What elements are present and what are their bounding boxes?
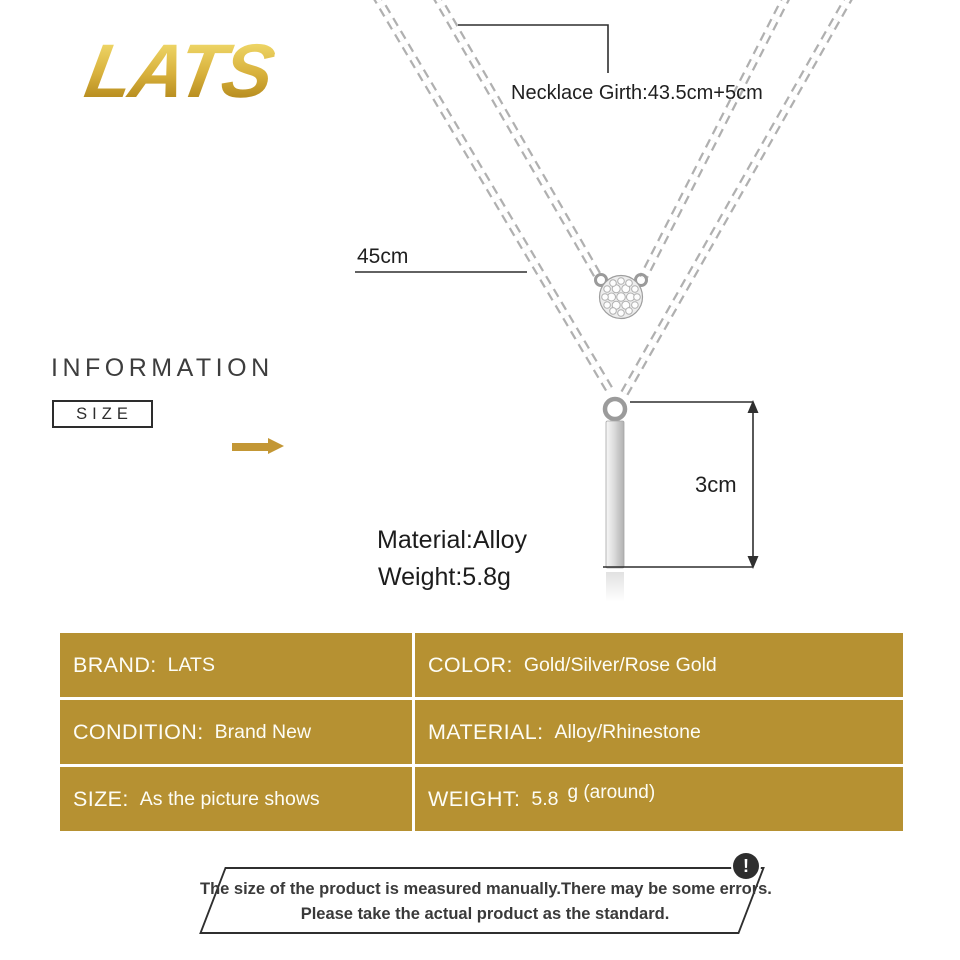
bar-reflection — [606, 572, 624, 602]
spec-value-suffix: g (around) — [567, 782, 656, 803]
spec-value: As the picture shows — [139, 787, 320, 810]
spec-cell-color — [415, 633, 903, 697]
weight-annotation: Weight:5.8g — [378, 563, 511, 591]
spec-value: LATS — [167, 653, 215, 676]
spec-cell-brand — [60, 633, 412, 697]
pendant-height-annotation: 3cm — [695, 472, 737, 497]
chain-length-annotation: 45cm — [357, 245, 409, 268]
bar-pendant — [605, 399, 625, 602]
spec-value: 5.8 — [531, 787, 559, 810]
outer-chain — [375, 0, 851, 394]
spec-label: MATERIAL: — [428, 719, 544, 744]
disclaimer-line-2: Please take the actual product as the standard. — [300, 905, 670, 923]
arrow-right-icon — [232, 438, 284, 455]
size-box-label: SIZE — [76, 404, 133, 423]
brand-logo: LATS — [79, 29, 280, 114]
arrow-head — [268, 438, 284, 454]
exclamation-icon: ! — [733, 853, 759, 879]
spec-value: Gold/Silver/Rose Gold — [523, 653, 717, 676]
girth-leader-line — [458, 25, 608, 73]
spec-value: Alloy/Rhinestone — [554, 720, 701, 743]
information-heading: INFORMATION — [51, 354, 274, 382]
inner-chain — [435, 0, 788, 278]
spec-cell-weight — [415, 767, 903, 831]
pave-disc-pendant — [596, 275, 647, 319]
size-box — [52, 400, 153, 428]
spec-label: SIZE: — [73, 786, 129, 811]
spec-table — [60, 633, 903, 831]
spec-label: BRAND: — [73, 652, 157, 677]
spec-label: WEIGHT: — [428, 786, 521, 811]
arrow-shaft — [232, 443, 269, 451]
spec-value: Brand New — [214, 720, 312, 743]
spec-label: COLOR: — [428, 652, 513, 677]
spec-cell-size — [60, 767, 412, 831]
girth-annotation: Necklace Girth:43.5cm+5cm — [511, 82, 763, 104]
spec-cell-condition — [60, 700, 412, 764]
spec-cell-material — [415, 700, 903, 764]
material-annotation: Material:Alloy — [377, 526, 528, 554]
disclaimer-text — [200, 877, 770, 927]
disclaimer-line-1: The size of the product is measured manually.There may be some errors. — [200, 880, 772, 898]
spec-label: CONDITION: — [73, 719, 204, 744]
